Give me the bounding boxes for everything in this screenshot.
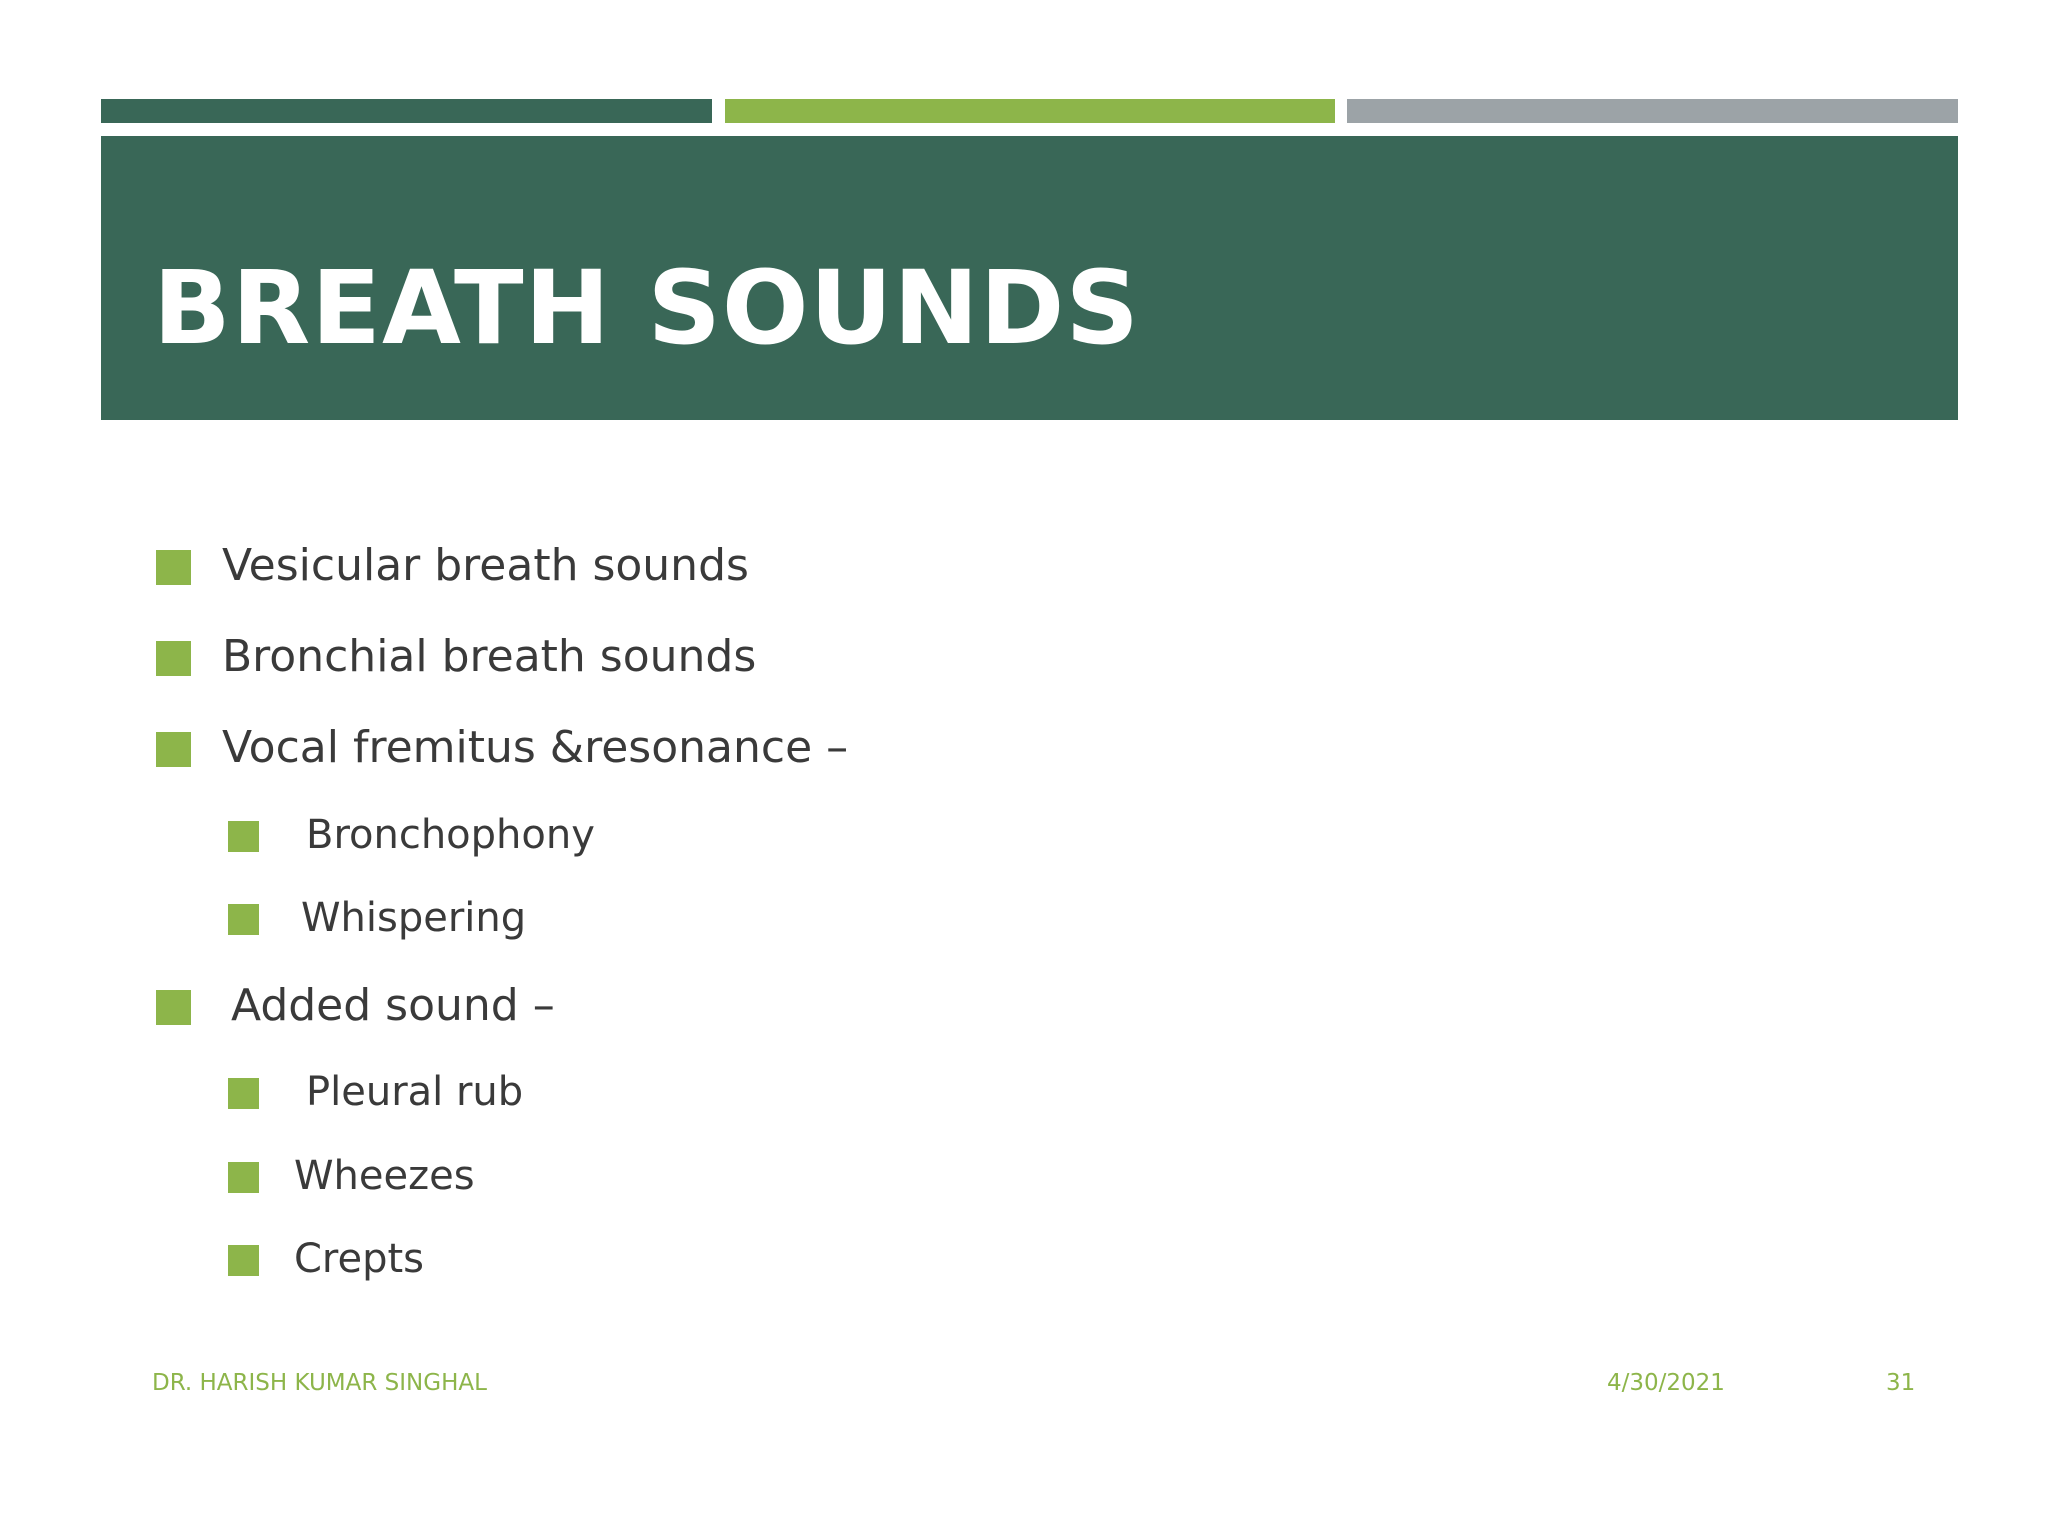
square-bullet-icon	[228, 1162, 259, 1193]
square-bullet-icon	[156, 641, 191, 676]
square-bullet-icon	[228, 904, 259, 935]
square-bullet-icon	[228, 821, 259, 852]
bullet-text: Crepts	[294, 1236, 425, 1282]
square-bullet-icon	[156, 732, 191, 767]
bullet-text: Bronchial breath sounds	[222, 631, 757, 682]
bullet-text: Wheezes	[294, 1153, 475, 1199]
footer-date: 4/30/2021	[1607, 1370, 1725, 1396]
slide-title: BREATH SOUNDS	[153, 249, 1140, 368]
footer-author: DR. HARISH KUMAR SINGHAL	[152, 1370, 487, 1396]
bullet-text: Bronchophony	[306, 812, 595, 858]
square-bullet-icon	[228, 1078, 259, 1109]
square-bullet-icon	[156, 990, 191, 1025]
bullet-text: Whispering	[301, 895, 527, 941]
bullet-text: Added sound –	[231, 980, 555, 1031]
square-bullet-icon	[156, 550, 191, 585]
bullet-text: Pleural rub	[306, 1069, 524, 1115]
bullet-text: Vesicular breath sounds	[222, 540, 749, 591]
square-bullet-icon	[228, 1245, 259, 1276]
page-number: 31	[1886, 1370, 1916, 1396]
bullet-text: Vocal fremitus &resonance –	[222, 722, 849, 773]
